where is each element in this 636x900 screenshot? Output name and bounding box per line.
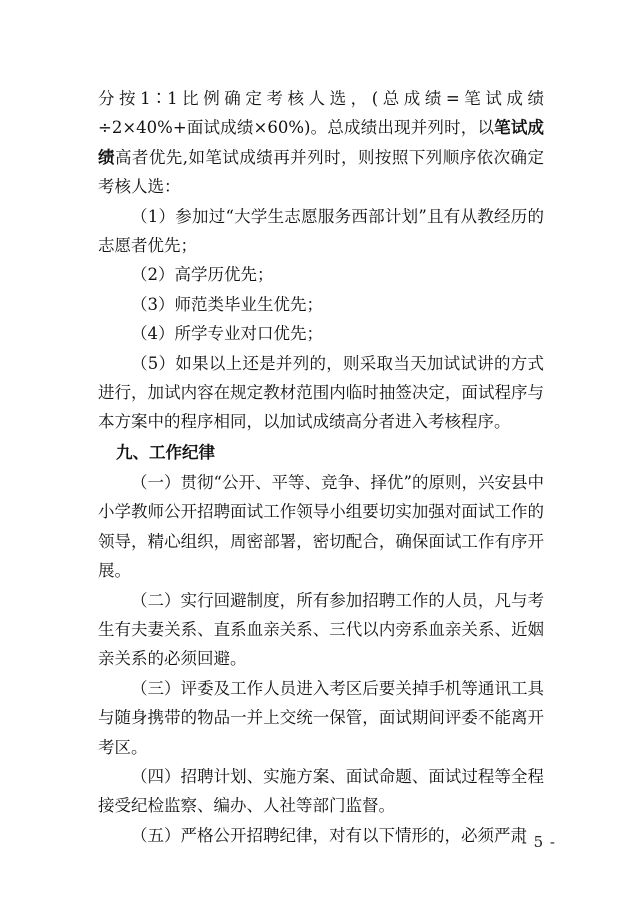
priority-item-4: （4）所学专业对口优先；: [131, 324, 323, 344]
priority-item-3: （3）师范类毕业生优先；: [131, 294, 323, 314]
discipline-item-5: （五）严格公开招聘纪律，对有以下情形的，必须严肃: [131, 825, 527, 845]
priority-item-2: （2）高学历优先；: [131, 265, 274, 285]
total-score-rule-text-1: 分按1∶1比例确定考核人选，(总成绩=笔试成绩÷2×40%+面试成绩×60%)。总成绩出现并列时，以: [98, 89, 544, 138]
discipline-item-2: （二）实行回避制度，所有参加招聘工作的人员，凡与考生有夫妻关系、直系血亲关系、三代以内旁系血亲关系、近姻亲关系的必须回避。: [98, 590, 544, 669]
paragraph-total-score-rule: [98, 84, 544, 202]
page-number: - 5 -: [521, 833, 556, 851]
document-body: [98, 84, 544, 850]
section-heading-work-discipline: 九、工作纪律: [116, 442, 215, 462]
discipline-item-3: （三）评委及工作人员进入考区后要关掉手机等通讯工具与随身携带的物品一并上交统一保管，面试期间评委不能离开考区。: [98, 678, 544, 757]
discipline-item-4: （四）招聘计划、实施方案、面试命题、面试过程等全程接受纪检监察、编办、人社等部门监督。: [98, 766, 544, 816]
priority-item-1: （1）参加过“大学生志愿服务西部计划”且有从教经历的志愿者优先；: [98, 206, 544, 256]
total-score-rule-text-2: 高者优先,如笔试成绩再并列时，则按照下列顺序依次确定考核人选：: [98, 147, 544, 197]
discipline-item-1: （一）贯彻“公开、平等、竞争、择优”的原则，兴安县中小学教师公开招聘面试工作领导小组要切实加强对面试工作的领导，精心组织，周密部署，密切配合，确保面试工作有序开展。: [98, 472, 544, 581]
priority-item-5: （5）如果以上还是并列的，则采取当天加试试讲的方式进行，加试内容在规定教材范围内临时抽签决定，面试程序与本方案中的程序相同，以加试成绩高分者进入考核程序。: [98, 353, 544, 432]
written-score-emphasis: 笔试成绩: [98, 118, 544, 167]
